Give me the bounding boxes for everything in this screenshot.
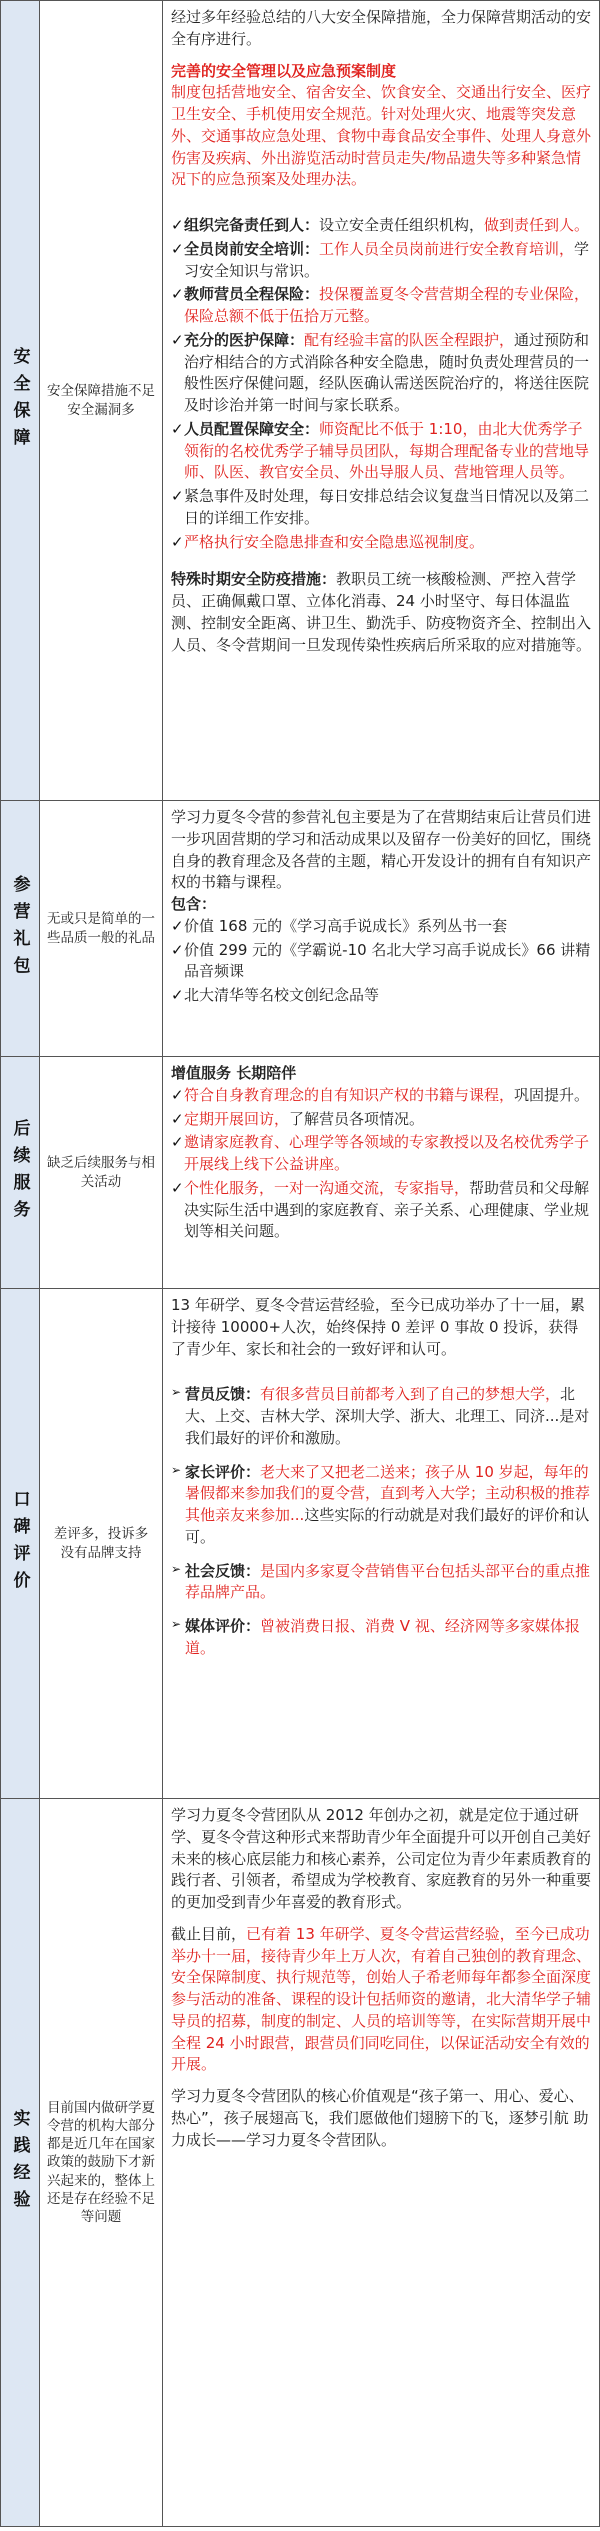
check-icon: ✓ — [171, 1133, 184, 1152]
check-icon: ✓ — [171, 487, 184, 505]
list-item: ✓ 个性化服务，一对一沟通交流，专家指导，帮助营员和父母解决实际生活中遇到的家庭教育、亲子关系、心理健康、学业规划等相关问题。 — [171, 1178, 590, 1241]
plan-body: 制度包括营地安全、宿舍安全、饮食安全、交通出行安全、医疗卫生安全、手机使用安全规范。针对处理火灾、地震等突发意外、交通事故应急处理、食物中毒食品安全事件、处理人身意外伤害及疾病、外出游览活动时营员走失/物品遗失等多种紧急情况下的应急预案及处理办法。 — [171, 83, 592, 189]
list-item: ✓ 人员配置保障安全：师资配比不低于 1:10，由北大优秀学子领衔的名校优秀学子辅导员团队，每期合理配备专业的营地导师、队医、教官安全员、外出导服人员、营地管理人员等。 — [171, 419, 590, 482]
advantage-cell — [163, 1289, 600, 1798]
intro-text: 学习力夏冬令营的参营礼包主要是为了在营期结束后让营员们进一步巩固营期的学习和活动成果以及留存一份美好的回忆，围绕自身的教育理念及各营的主题，精心开发设计的拥有自有知识产权的书籍与课程。 — [171, 808, 592, 892]
category-cell: 实践经验 — [1, 1799, 40, 2526]
contains-label: 包含： — [171, 895, 217, 913]
list-item: ✓ 符合自身教育理念的自有知识产权的书籍与课程，巩固提升。 — [171, 1085, 591, 1107]
category-cell: 参营礼包 — [1, 801, 40, 1056]
category-cell: 后续服务 — [1, 1057, 40, 1288]
list-item: ✓ 组织完备责任到人：设立安全责任组织机构，做到责任到人。 — [171, 215, 591, 237]
gap-text: 目前国内做研学夏令营的机构大部分都是近几年在国家政策的鼓励下才新兴起来的，整体上还是存在经验不足等问题 — [47, 2099, 155, 2226]
arrow-icon: ➢ — [171, 1617, 182, 1631]
row-gift — [1, 801, 600, 1057]
list-item: ✓ 严格执行安全隐患排查和安全隐患巡视制度。 — [171, 532, 591, 554]
list-item: ✓ 教师营员全程保险：投保覆盖夏冬令营营期全程的专业保险，保险总额不低于伍拾万元整。 — [171, 285, 590, 325]
advantage-cell — [163, 1057, 600, 1288]
check-icon: ✓ — [171, 419, 184, 438]
check-icon: ✓ — [171, 1085, 184, 1104]
check-icon: ✓ — [171, 1178, 184, 1197]
row-reputation — [1, 1289, 600, 1799]
row-safety — [1, 1, 600, 801]
gap-text: 无或只是简单的一些品质一般的礼品 — [47, 911, 155, 946]
plan-title: 完善的安全管理以及应急预案制度 — [171, 61, 397, 80]
arrow-icon: ➢ — [171, 1385, 182, 1400]
list-item: ➢ 媒体评价：曾被消费日报、消费 V 视、经济网等多家媒体报道。 — [171, 1617, 580, 1657]
check-icon: ✓ — [171, 285, 184, 304]
list-item: ✓ 邀请家庭教育、心理学等各领域的专家教授以及名校优秀学子开展线上线下公益讲座。 — [171, 1133, 590, 1173]
intro-text: 经过多年经验总结的八大安全保障措施，全力保障营期活动的安全有序进行。 — [171, 8, 592, 48]
list-item: ✓ 充分的医护保障：配有经验丰富的队医全程跟护，通过预防和治疗相结合的方式消除各种安全隐患，随时负责处理营员的一般性医疗保健问题，经队医确认需送医院治疗的，将送往医院及时诊治并第一时间与家长联系。 — [171, 330, 590, 414]
gap-cell — [40, 801, 163, 1056]
paragraph: 学习力夏冬令营团队从 2012 年创办之初，就是定位于通过研学、夏冬令营这种形式来帮助青少年全面提升可以开创自己美好未来的核心底层能力和核心素养，公司定位为青少年素质教育的践行者、引领者，希望成为学校教育、家庭教育的另外一种重要的更加受到青少年喜爱的教育形式。 — [171, 1806, 592, 1911]
check-icon: ✓ — [171, 532, 184, 551]
check-icon: ✓ — [171, 239, 184, 258]
category-cell: 口碑评价 — [1, 1289, 40, 1798]
paragraph: 截止目前，已有着 13 年研学、夏冬令营运营经验，至今已成功举办十一届，接待青少年上万人次，有着自己独创的教育理念、安全保障制度、执行规范等，创始人子希老师每年都参全面深度参与活动的准备、课程的设计包括师资的邀请，北大清华学子辅导员的招募，制度的制定、人员的培训等等，在实际营期开展中全程 24 小时跟营，跟营员们同吃同住，以保证活动安全有效的开展。 — [171, 1924, 592, 2074]
gap-cell — [40, 1799, 163, 2526]
arrow-icon: ➢ — [171, 1462, 182, 1477]
check-icon: ✓ — [171, 916, 184, 935]
row-follow-up — [1, 1057, 600, 1289]
arrow-icon: ➢ — [171, 1561, 182, 1576]
list-item: ✓ 北大清华等名校文创纪念品等 — [171, 985, 591, 1007]
special-measures: 特殊时期安全防疫措施：教职员工统一核酸检测、严控入营学员、正确佩戴口罩、立体化消毒、24 小时坚守、每日体温监测、控制安全距离、讲卫生、勤洗手、防疫物资齐全、控制出入人员、冬令营期间一旦发现传染性疾病后所采取的应对措施等。 — [171, 570, 592, 654]
check-icon: ✓ — [171, 1109, 184, 1128]
list-item: ➢ 家长评价：老大来了又把老二送来；孩子从 10 岁起，每年的暑假都来参加我们的夏令营，直到考入大学；主动积极的推荐其他亲友来参加...这些实际的行动就是对我们最好的评价和认可。 — [171, 1462, 591, 1546]
intro-text: 13 年研学、夏冬令营运营经验，至今已成功举办了十一届，累计接待 10000+人次，始终保持 0 差评 0 事故 0 投诉，获得了青少年、家长和社会的一致好评和认可。 — [171, 1296, 585, 1358]
check-icon: ✓ — [171, 330, 184, 349]
paragraph: 学习力夏冬令营团队的核心价值观是“孩子第一、用心、爱心、热心”，孩子展翅高飞，我们愿做他们翅膀下的飞，逐梦引航 助力成长——学习力夏冬令营团队。 — [171, 2087, 589, 2149]
list-item: ✓ 价值 168 元的《学习高手说成长》系列丛书一套 — [171, 916, 591, 938]
check-icon: ✓ — [171, 986, 184, 1004]
advantage-cell — [163, 1799, 600, 2526]
gap-cell — [40, 1, 163, 800]
row-practice — [1, 1799, 600, 2527]
list-item: ➢ 营员反馈：有很多营员目前都考入到了自己的梦想大学，北大、上交、吉林大学、深圳大学、浙大、北理工、同济...是对我们最好的评价和激励。 — [171, 1385, 590, 1447]
check-icon: ✓ — [171, 940, 184, 959]
gap-text: 缺乏后续服务与相关活动 — [47, 1155, 155, 1190]
list-item: ✓ 价值 299 元的《学霸说-10 名北大学习高手说成长》66 讲精品音频课 — [171, 940, 591, 981]
gap-cell — [40, 1289, 163, 1798]
advantage-cell — [163, 801, 600, 1056]
list-item: ✓ 紧急事件及时处理，每日安排总结会议复盘当日情况以及第二日的详细工作安排。 — [171, 487, 590, 527]
list-item: ➢ 社会反馈：是国内多家夏令营销售平台包括头部平台的重点推荐品牌产品。 — [171, 1561, 591, 1602]
category-cell: 安全保障 — [1, 1, 40, 800]
advantage-cell — [163, 1, 600, 800]
gap-text: 安全保障措施不足 安全漏洞多 — [47, 383, 155, 418]
list-item: ✓ 全员岗前安全培训：工作人员全员岗前进行安全教育培训，学习安全知识与常识。 — [171, 239, 590, 280]
list-item: ✓ 定期开展回访，了解营员各项情况。 — [171, 1109, 591, 1131]
gap-text: 差评多，投诉多 没有品牌支持 — [53, 1526, 149, 1561]
section-title: 增值服务 长期陪伴 — [171, 1064, 297, 1082]
gap-cell — [40, 1057, 163, 1288]
check-icon: ✓ — [171, 216, 184, 234]
